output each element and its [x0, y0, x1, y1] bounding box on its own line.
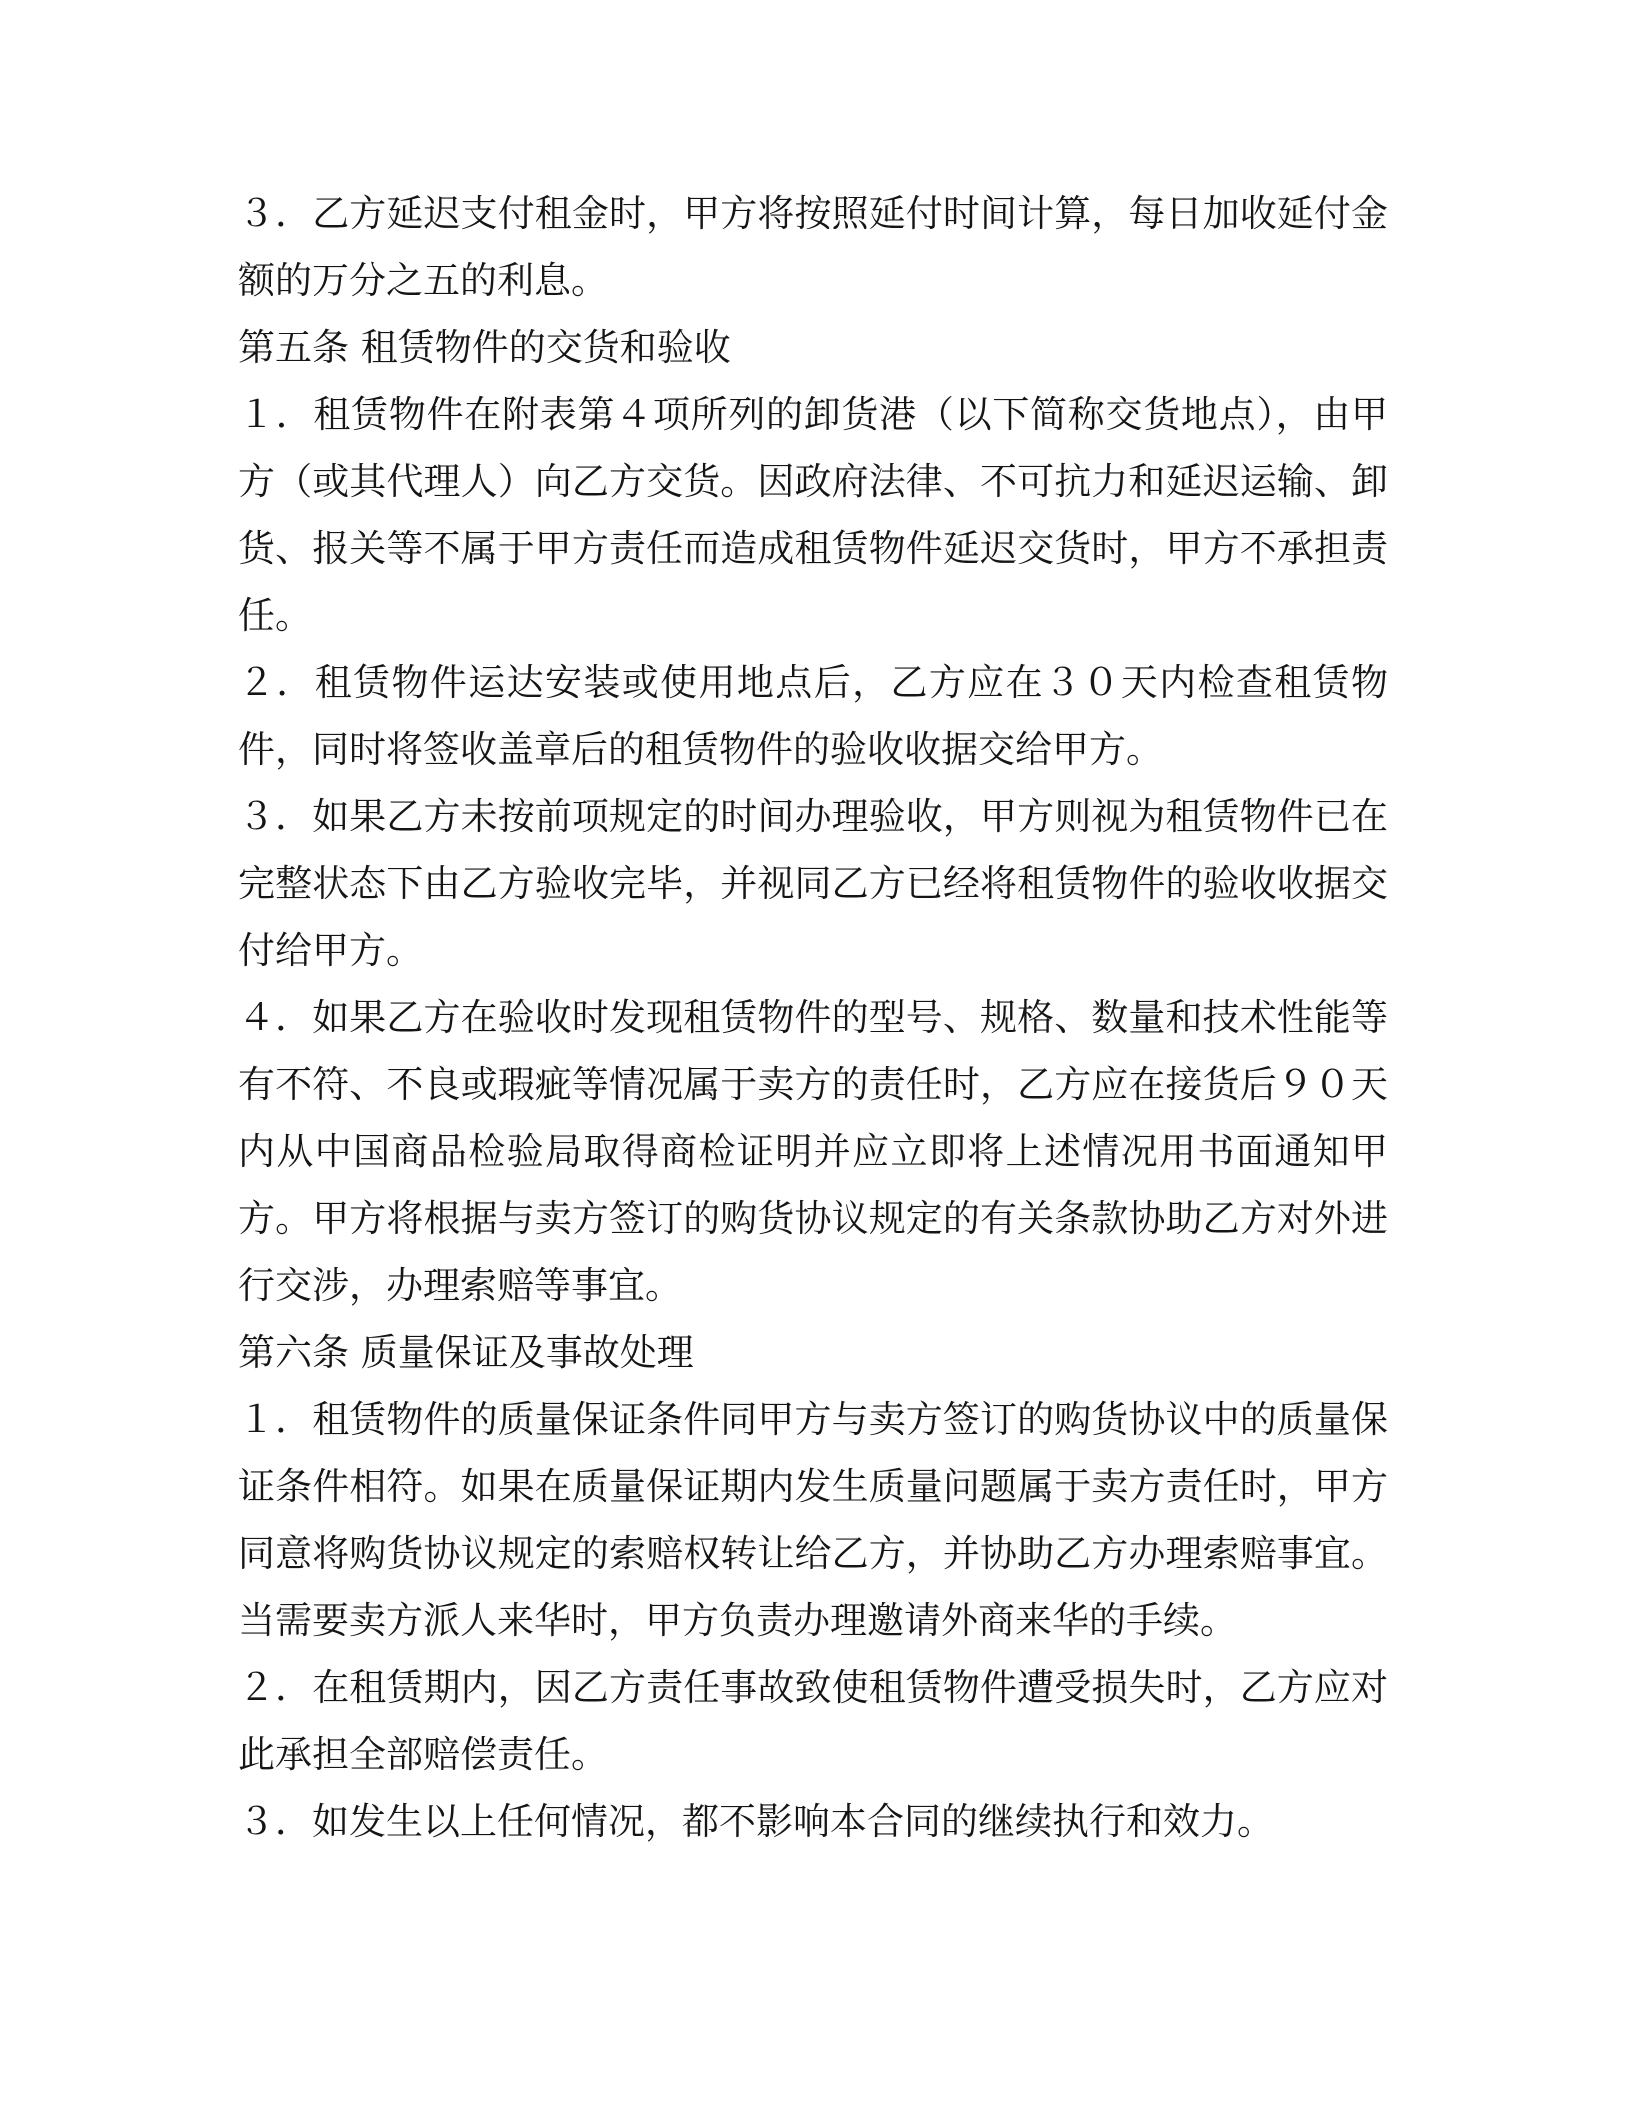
document-page [238, 180, 1388, 1855]
clause-paragraph: ２．在租赁期内，因乙方责任事故致使租赁物件遭受损失时，乙方应对此承担全部赔偿责任。 [238, 1666, 1388, 1776]
clause-paragraph: ４．如果乙方在验收时发现租赁物件的型号、规格、数量和技术性能等有不符、不良或瑕疵等情况属于卖方的责任时，乙方应在接货后９０天内从中国商品检验局取得商检证明并应立即将上述情况用书面通知甲方。甲方将根据与卖方签订的购货协议规定的有关条款协助乙方对外进行交涉，办理索赔等事宜。 [238, 996, 1388, 1307]
clause-paragraph: ３．如发生以上任何情况，都不影响本合同的继续执行和效力。 [238, 1800, 1274, 1843]
article-heading: 第五条 租赁物件的交货和验收 [238, 326, 731, 369]
clause-paragraph: １．租赁物件在附表第４项所列的卸货港（以下简称交货地点），由甲方（或其代理人）向乙方交货。因政府法律、不可抗力和延迟运输、卸货、报关等不属于甲方责任而造成租赁物件延迟交货时，甲方不承担责任。 [238, 393, 1388, 637]
article-heading: 第六条 质量保证及事故处理 [238, 1331, 694, 1374]
clause-paragraph: ２．租赁物件运达安装或使用地点后，乙方应在３０天内检查租赁物件，同时将签收盖章后的租赁物件的验收收据交给甲方。 [238, 661, 1388, 771]
clause-paragraph: ３．如果乙方未按前项规定的时间办理验收，甲方则视为租赁物件已在完整状态下由乙方验收完毕，并视同乙方已经将租赁物件的验收收据交付给甲方。 [238, 795, 1388, 972]
clause-paragraph: １．租赁物件的质量保证条件同甲方与卖方签订的购货协议中的质量保证条件相符。如果在质量保证期内发生质量问题属于卖方责任时，甲方同意将购货协议规定的索赔权转让给乙方，并协助乙方办理索赔事宜。当需要卖方派人来华时，甲方负责办理邀请外商来华的手续。 [238, 1398, 1388, 1642]
clause-paragraph: ３．乙方延迟支付租金时，甲方将按照延付时间计算，每日加收延付金额的万分之五的利息。 [238, 192, 1388, 302]
